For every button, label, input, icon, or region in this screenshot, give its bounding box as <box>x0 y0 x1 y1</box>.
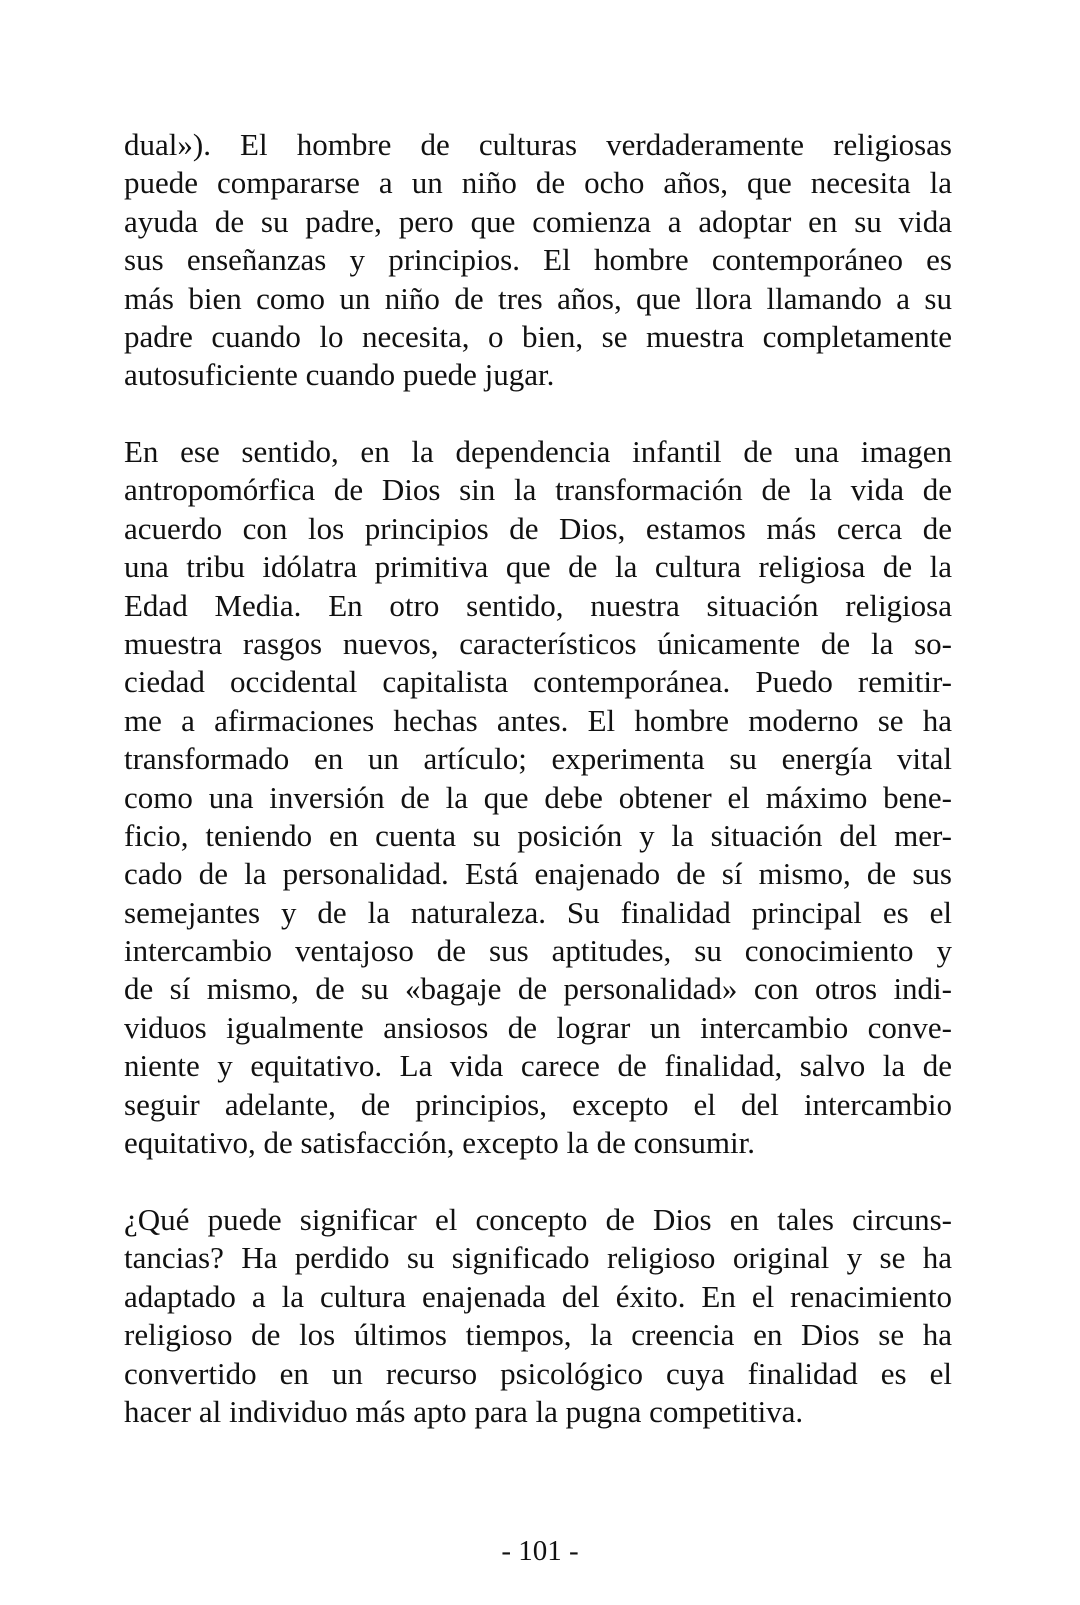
text-line: ficio, teniendo en cuenta su posición y la situación del mer- <box>124 817 952 853</box>
text-line: Edad Media. En otro sentido, nuestra situación religiosa <box>124 587 952 623</box>
text-line: autosuficiente cuando puede jugar. <box>124 357 555 393</box>
paragraph-3 <box>124 1201 952 1431</box>
text-line: puede compararse a un niño de ocho años, que necesita la <box>124 165 952 201</box>
text-line: me a afirmaciones hechas antes. El hombre moderno se ha <box>124 702 952 738</box>
text-line: una tribu idólatra primitiva que de la cultura religiosa de la <box>124 549 952 585</box>
text-line: de sí mismo, de su «bagaje de personalidad» con otros indi- <box>124 971 952 1007</box>
text-line: dual»). El hombre de culturas verdaderamente religiosas <box>124 127 952 162</box>
paragraph-1 <box>124 126 952 395</box>
text-line: cado de la personalidad. Está enajenado de sí mismo, de sus <box>124 856 952 892</box>
text-line: sus enseñanzas y principios. El hombre contemporáneo es <box>124 242 952 278</box>
page-number: - 101 - <box>501 1535 579 1567</box>
paragraph-2 <box>124 433 952 1162</box>
text-line: religioso de los últimos tiempos, la creencia en Dios se ha <box>124 1317 952 1353</box>
text-line: padre cuando lo necesita, o bien, se muestra completamente <box>124 318 952 354</box>
text-line: transformado en un artículo; experimenta su energía vital <box>124 741 952 777</box>
text-line: intercambio ventajoso de sus aptitudes, su conocimiento y <box>124 933 952 969</box>
text-line: tancias? Ha perdido su significado religioso original y se ha <box>124 1240 952 1276</box>
text-line: hacer al individuo más apto para la pugna competitiva. <box>124 1393 804 1429</box>
text-line: más bien como un niño de tres años, que llora llamando a su <box>124 280 952 316</box>
text-line: adaptado a la cultura enajenada del éxito. En el renacimiento <box>124 1278 952 1314</box>
text-line: muestra rasgos nuevos, característicos únicamente de la so- <box>124 625 952 661</box>
text-line: viduos igualmente ansiosos de lograr un intercambio conve- <box>124 1009 952 1045</box>
text-line: En ese sentido, en la dependencia infantil de una imagen <box>124 434 952 469</box>
text-line: acuerdo con los principios de Dios, estamos más cerca de <box>124 510 952 546</box>
text-line: semejantes y de la naturaleza. Su finalidad principal es el <box>124 894 952 930</box>
text-line: ¿Qué puede significar el concepto de Dios en tales circuns- <box>124 1202 952 1237</box>
text-line: niente y equitativo. La vida carece de finalidad, salvo la de <box>124 1048 952 1084</box>
text-line: convertido en un recurso psicológico cuya finalidad es el <box>124 1355 952 1391</box>
text-line: seguir adelante, de principios, excepto el del intercambio <box>124 1086 952 1122</box>
text-line: antropomórfica de Dios sin la transformación de la vida de <box>124 472 952 508</box>
text-line: como una inversión de la que debe obtener el máximo bene- <box>124 779 952 815</box>
text-line: equitativo, de satisfacción, excepto la de consumir. <box>124 1125 755 1161</box>
text-line: ayuda de su padre, pero que comienza a adoptar en su vida <box>124 203 952 239</box>
text-line: ciedad occidental capitalista contemporánea. Puedo remitir- <box>124 664 952 700</box>
